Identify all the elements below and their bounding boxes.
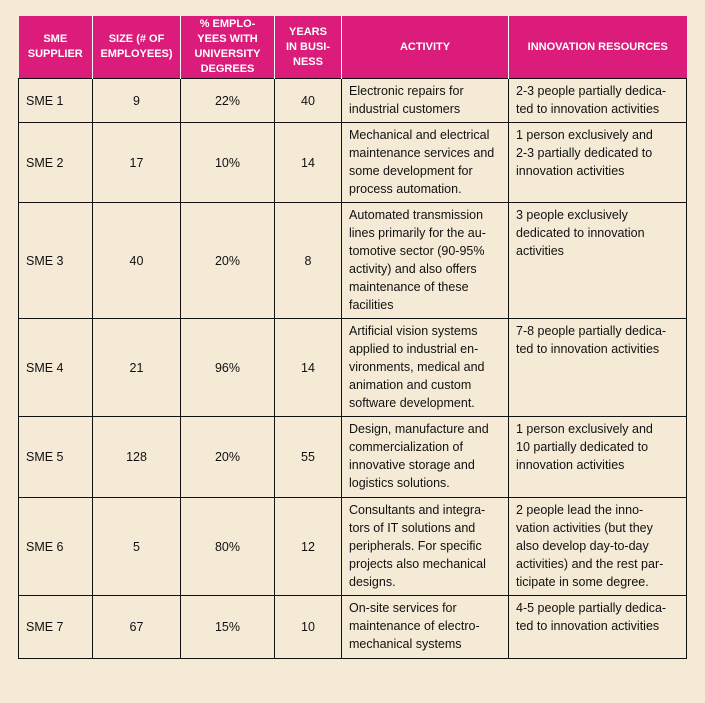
cell-resources: 2-3 people partially dedica- ted to innovation activities	[509, 79, 687, 123]
header-row	[19, 16, 687, 79]
cell-pct: 80%	[181, 498, 275, 596]
cell-resources: 2 people lead the inno- vation activities (but they also develop day-to-day activities) and the rest par- ticipate in some degree.	[509, 498, 687, 596]
table-row	[19, 79, 687, 123]
cell-supplier: SME 2	[19, 123, 93, 203]
cell-size: 67	[93, 596, 181, 659]
cell-size: 40	[93, 203, 181, 319]
table-row	[19, 417, 687, 498]
header-sme-supplier: SME SUPPLIER	[19, 16, 93, 79]
cell-supplier: SME 1	[19, 79, 93, 123]
cell-supplier: SME 3	[19, 203, 93, 319]
cell-resources: 3 people exclusively dedicated to innovation activities	[509, 203, 687, 319]
cell-activity: Artificial vision systems applied to industrial en- vironments, medical and animation and custom software development.	[342, 319, 509, 417]
header-innovation-resources: INNOVATION RESOURCES	[509, 16, 687, 79]
table-row	[19, 319, 687, 417]
cell-resources: 1 person exclusively and 10 partially dedicated to innovation activities	[509, 417, 687, 498]
cell-years: 10	[275, 596, 342, 659]
cell-years: 40	[275, 79, 342, 123]
header-activity: ACTIVITY	[342, 16, 509, 79]
cell-resources: 4-5 people partially dedica- ted to innovation activities	[509, 596, 687, 659]
cell-years: 14	[275, 123, 342, 203]
cell-supplier: SME 5	[19, 417, 93, 498]
table-row	[19, 596, 687, 659]
cell-resources: 1 person exclusively and 2-3 partially dedicated to innovation activities	[509, 123, 687, 203]
cell-supplier: SME 7	[19, 596, 93, 659]
cell-pct: 96%	[181, 319, 275, 417]
cell-supplier: SME 4	[19, 319, 93, 417]
sme-suppliers-table	[18, 16, 687, 659]
cell-activity: Automated transmission lines primarily for the au- tomotive sector (90-95% activity) and also offers maintenance of these facilities	[342, 203, 509, 319]
table-row	[19, 498, 687, 596]
cell-activity: Mechanical and electrical maintenance services and some development for process automation.	[342, 123, 509, 203]
cell-pct: 20%	[181, 203, 275, 319]
table-row	[19, 203, 687, 319]
cell-size: 5	[93, 498, 181, 596]
cell-size: 17	[93, 123, 181, 203]
cell-pct: 22%	[181, 79, 275, 123]
cell-years: 12	[275, 498, 342, 596]
table-row	[19, 123, 687, 203]
header-pct-university: % EMPLO- YEES WITH UNIVERSITY DEGREES	[181, 16, 275, 79]
cell-years: 8	[275, 203, 342, 319]
cell-pct: 15%	[181, 596, 275, 659]
cell-years: 55	[275, 417, 342, 498]
cell-resources: 7-8 people partially dedica- ted to innovation activities	[509, 319, 687, 417]
header-years: YEARS IN BUSI- NESS	[275, 16, 342, 79]
cell-pct: 10%	[181, 123, 275, 203]
cell-activity: Design, manufacture and commercialization of innovative storage and logistics solutions.	[342, 417, 509, 498]
cell-supplier: SME 6	[19, 498, 93, 596]
cell-size: 9	[93, 79, 181, 123]
cell-size: 21	[93, 319, 181, 417]
cell-pct: 20%	[181, 417, 275, 498]
header-size: SIZE (# OF EMPLOYEES)	[93, 16, 181, 79]
cell-size: 128	[93, 417, 181, 498]
cell-activity: Consultants and integra- tors of IT solutions and peripherals. For specific projects also mechanical designs.	[342, 498, 509, 596]
cell-years: 14	[275, 319, 342, 417]
cell-activity: On-site services for maintenance of electro- mechanical systems	[342, 596, 509, 659]
cell-activity: Electronic repairs for industrial customers	[342, 79, 509, 123]
